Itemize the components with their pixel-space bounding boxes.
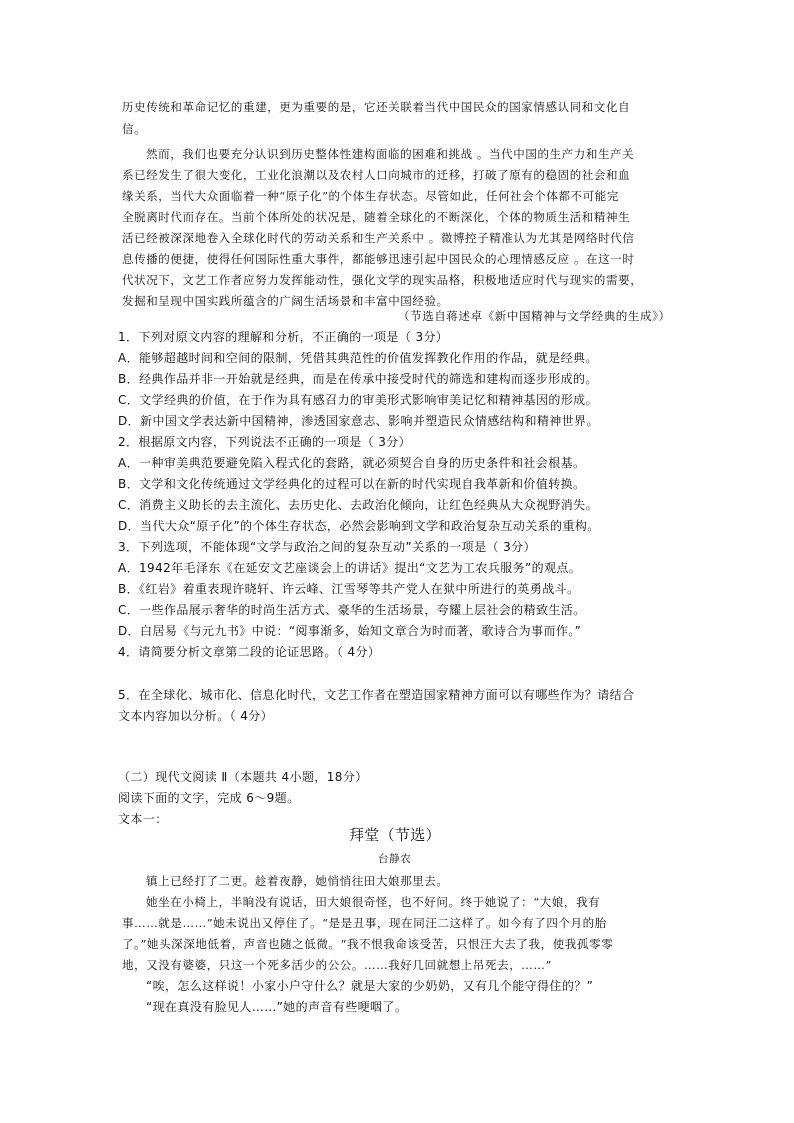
passage-line: 历史传统和革命记忆的重建，更为重要的是，它还关联着当代中国民众的国家情感认同和文化自: [122, 100, 631, 114]
question-option: A．一种审美典范要避免陷入程式化的套路，就必须契合自身的历史条件和社会根基。: [118, 456, 586, 470]
question-5-cont: 文本内容加以分析。（ 4分）: [118, 709, 274, 723]
question-3: 3．下列选项，不能体现“文学与政治之间的复杂互动”关系的一项是（ 3分）: [118, 540, 536, 554]
passage-line: 活已经被深深地卷入全球化时代的劳动关系和生产关系中 。微博控子精准认为尤其是网络时代信: [122, 231, 635, 245]
text-label: 文本一：: [118, 812, 168, 826]
passage-line: 息传播的便捷，使得任何国际性重大事件，都能够迅速引起中国民众的心理情感反应 。在这一时: [122, 252, 635, 266]
question-option: B．文学和文化传统通过文学经典化的过程可以在新的时代实现自我革新和价值转换。: [118, 477, 586, 491]
passage-line: 代状况下，文艺工作者应努力发挥能动性，强化文学的现实品格，积极地适应时代与现实的需要，: [122, 273, 643, 287]
question-1: 1．下列对原文内容的理解和分析，不正确的一项是（ 3分）: [118, 330, 449, 344]
passage-line: 发掘和呈现中国实践所蕴含的广阔生活场景和丰富中国经验。: [122, 294, 449, 308]
passage-line: 缘关系，当代大众面临着一种“原子化”的个体生存状态。尽管如此，任何社会个体都不可能完: [122, 189, 619, 203]
question-4: 4．请简要分析文章第二段的论证思路。（ 4分）: [118, 645, 381, 659]
section-heading: （二）现代文阅读 Ⅱ（本题共 4小题，18分）: [118, 770, 368, 784]
story-line: 事……就是……”她未说出又停住了。“是是丑事，现在同汪二这样了。如今有了四个月的胎: [122, 916, 607, 930]
question-option: B．《红岩》着重表现许晓轩、许云峰、江雪琴等共产党人在狱中所进行的英勇战斗。: [118, 582, 580, 596]
story-title: 拜堂（节选）: [349, 826, 441, 844]
section-instruction: 阅读下面的文字，完成 6～9题。: [118, 791, 300, 805]
passage-line: 信。: [122, 122, 147, 136]
passage-source: （节选自蒋述卓《新中国精神与文学经典的生成》）: [398, 309, 671, 323]
passage-line: 系已经发生了很大变化，工业化浪潮以及农村人口向城市的迁移，打破了原有的稳固的社会和血: [122, 168, 631, 182]
question-option: D．当代大众“原子化”的个体生存状态，必然会影响到文学和政治复杂互动关系的重构。: [118, 519, 600, 533]
question-option: B．经典作品并非一开始就是经典，而是在传承中接受时代的筛选和建构而逐步形成的。: [118, 372, 598, 386]
story-author: 台静农: [378, 853, 412, 865]
story-line: 镇上已经打了二更。趁着夜静，她悄悄往田大娘那里去。: [146, 874, 449, 888]
story-line: 地，又没有婆婆，只这一个死多活少的公公。……我好几回就想上吊死去，……”: [122, 958, 552, 972]
story-line: 她坐在小椅上，半晌没有说话，田大娘很奇怪，也不好问。终于她说了：“大娘，我有: [146, 895, 601, 909]
question-option: C．消费主义助长的去主流化、去历史化、去政治化倾向，让红色经典从大众视野消失。: [118, 498, 598, 512]
question-option: D．白居易《与元九书》中说：“阅事渐多，始知文章合为时而著，歌诗合为事而作。”: [118, 624, 582, 638]
story-line: “现在真没有脸见人……”她的声音有些哽咽了。: [146, 1000, 408, 1014]
story-line: “唉，怎么这样说！小家小户守什么？就是大家的少奶奶，又有几个能守得住的？”: [146, 979, 594, 993]
question-option: C．文学经典的价值，在于作为具有感召力的审美形式影响审美记忆和精神基因的形成。: [118, 393, 598, 407]
passage-line: 然而，我们也要充分认识到历史整体性建构面临的困难和挑战 。当代中国的生产力和生产关: [146, 147, 635, 161]
question-option: A．能够超越时间和空间的限制，凭借其典范性的价值发挥教化作用的作品，就是经典。: [118, 351, 598, 365]
question-option: A．1942年毛泽东《在延安文艺座谈会上的讲话》提出“文艺为工农兵服务”的观点。: [118, 561, 582, 575]
passage-line: 全脱离时代而存在。当前个体所处的状况是，随着全球化的不断深化，个体的物质生活和精神生: [122, 210, 631, 224]
question-option: D．新中国文学表达新中国精神，渗透国家意志、影响并塑造民众情感结构和精神世界。: [118, 414, 599, 428]
story-line: 了。”她头深深地低着，声音也随之低微。“我不恨我命该受苦，只恨汪大去了我，使我孤零零: [122, 937, 614, 951]
question-5: 5．在全球化、城市化、信息化时代，文艺工作者在塑造国家精神方面可以有哪些作为？请结合: [118, 688, 635, 702]
question-option: C．一些作品展示奢华的时尚生活方式、豪华的生活场景，夸耀上层社会的精致生活。: [118, 603, 586, 617]
question-2: 2．根据原文内容，下列说法不正确的一项是（ 3分）: [118, 435, 412, 449]
